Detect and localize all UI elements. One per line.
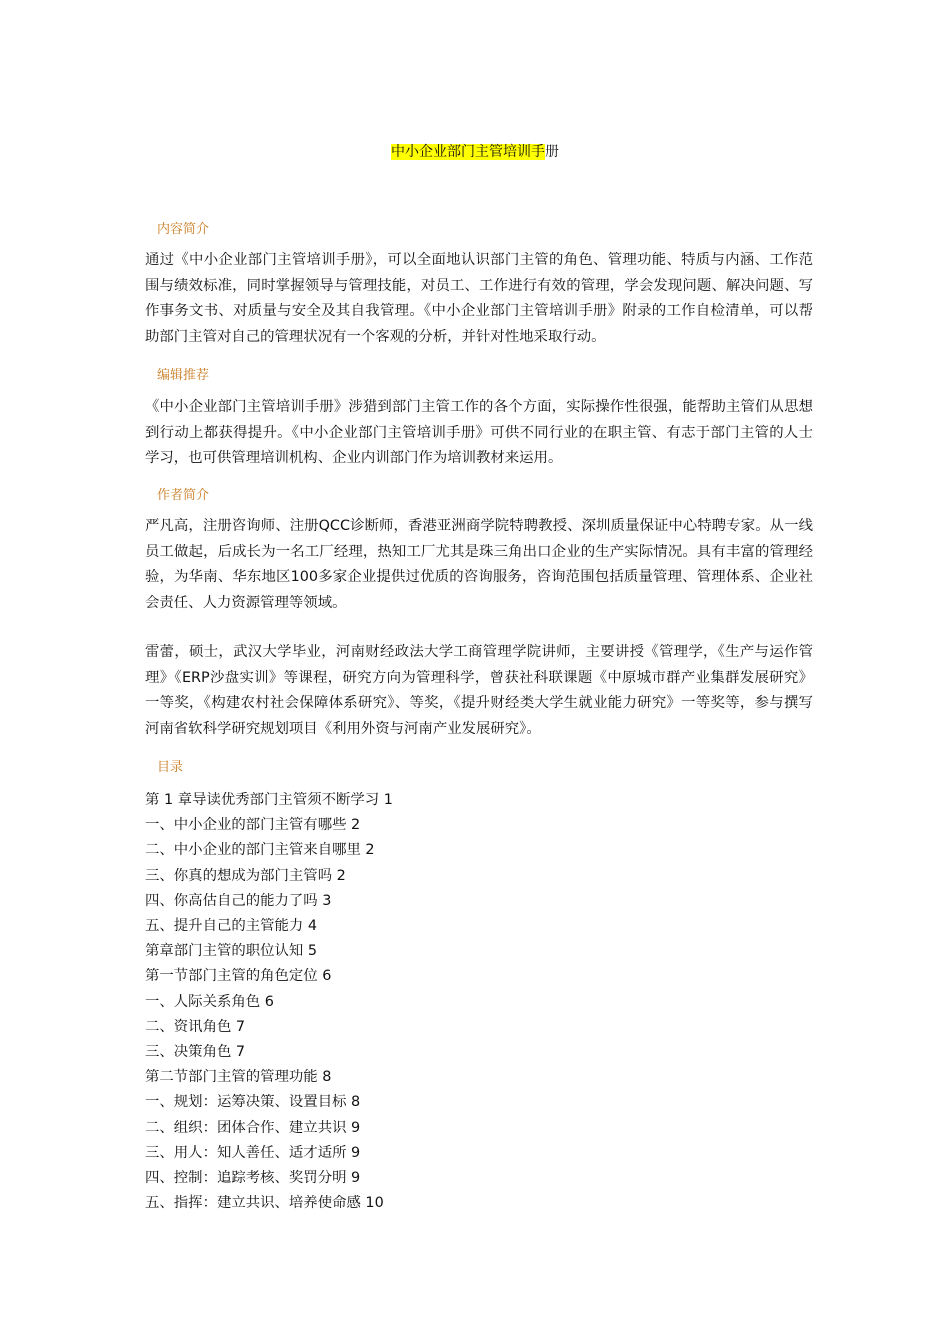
toc-item: 二、资讯角色 7 xyxy=(145,1018,246,1035)
document-title xyxy=(0,142,950,162)
toc-item: 第章部门主管的职位认知 5 xyxy=(145,943,318,960)
heading-intro: 内容简介 xyxy=(157,222,210,237)
heading-authors: 作者简介 xyxy=(157,488,210,503)
toc-item: 五、提升自己的主管能力 4 xyxy=(145,918,318,935)
title-rest: 册 xyxy=(545,144,559,160)
toc-item: 四、你高估自己的能力了吗 3 xyxy=(145,892,332,909)
toc-item: 三、用人：知人善任、适才适所 9 xyxy=(145,1144,361,1161)
paragraph-intro: 通过《中小企业部门主管培训手册》，可以全面地认识部门主管的角色、管理功能、特质与内涵、工作范围与绩效标准，同时掌握领导与管理技能，对员工、工作进行有效的管理，学会发现问题、解决问题、写作事务文书、对质量与安全及其自我管理。《中小企业部门主管培训手册》附录的工作自检清单，可以帮助部门主管对自己的管理状况有一个客观的分析，并针对性地采取行动。 xyxy=(145,252,813,345)
paragraph-author-2: 雷蕾，硕士，武汉大学毕业，河南财经政法大学工商管理学院讲师，主要讲授《管理学，《生产与运作管理》《ERP沙盘实训》等课程，研究方向为管理科学，曾获社科联课题《中原城市群产业集群发展研究》一等奖，《构建农村社会保障体系研究》、等奖，《提升财经类大学生就业能力研究》一等奖等，参与撰写河南省软科学研究规划项目《利用外资与河南产业发展研究》。 xyxy=(145,644,813,737)
heading-toc: 目录 xyxy=(157,760,184,775)
toc-item: 第 1 章导读优秀部门主管须不断学习 1 xyxy=(145,792,393,808)
title-highlighted: 中小企业部门主管培训手 xyxy=(391,144,545,160)
toc-item: 五、指挥：建立共识、培养使命感 10 xyxy=(145,1195,384,1212)
toc-item: 第二节部门主管的管理功能 8 xyxy=(145,1069,332,1086)
toc-item: 一、人际关系角色 6 xyxy=(145,993,274,1010)
toc-item: 三、你真的想成为部门主管吗 2 xyxy=(145,867,346,884)
toc-item: 四、控制：追踪考核、奖罚分明 9 xyxy=(145,1170,361,1187)
toc-item: 三、决策角色 7 xyxy=(145,1044,246,1061)
heading-editor: 编辑推荐 xyxy=(157,368,210,383)
toc-item: 一、规划：运筹决策、设置目标 8 xyxy=(145,1094,361,1111)
table-of-contents xyxy=(145,788,813,1216)
toc-item: 二、组织：团体合作、建立共识 9 xyxy=(145,1119,361,1136)
toc-item: 第一节部门主管的角色定位 6 xyxy=(145,968,332,985)
toc-item: 二、中小企业的部门主管来自哪里 2 xyxy=(145,842,375,859)
paragraph-editor: 《中小企业部门主管培训手册》涉猎到部门主管工作的各个方面，实际操作性很强，能帮助主管们从思想到行动上都获得提升。《中小企业部门主管培训手册》可供不同行业的在职主管、有志于部门主管的人士学习，也可供管理培训机构、企业内训部门作为培训教材来运用。 xyxy=(145,399,813,466)
toc-item: 一、中小企业的部门主管有哪些 2 xyxy=(145,817,361,834)
paragraph-author-1: 严凡高，注册咨询师、注册QCC诊断师，香港亚洲商学院特聘教授、深圳质量保证中心特聘专家。从一线员工做起，后成长为一名工厂经理，热知工厂尤其是珠三角出口企业的生产实际情况。具有丰富的管理经验，为华南、华东地区100多家企业提供过优质的咨询服务，咨询范围包括质量管理、管理体系、企业社会责任、人力资源管理等领域。 xyxy=(145,518,813,611)
